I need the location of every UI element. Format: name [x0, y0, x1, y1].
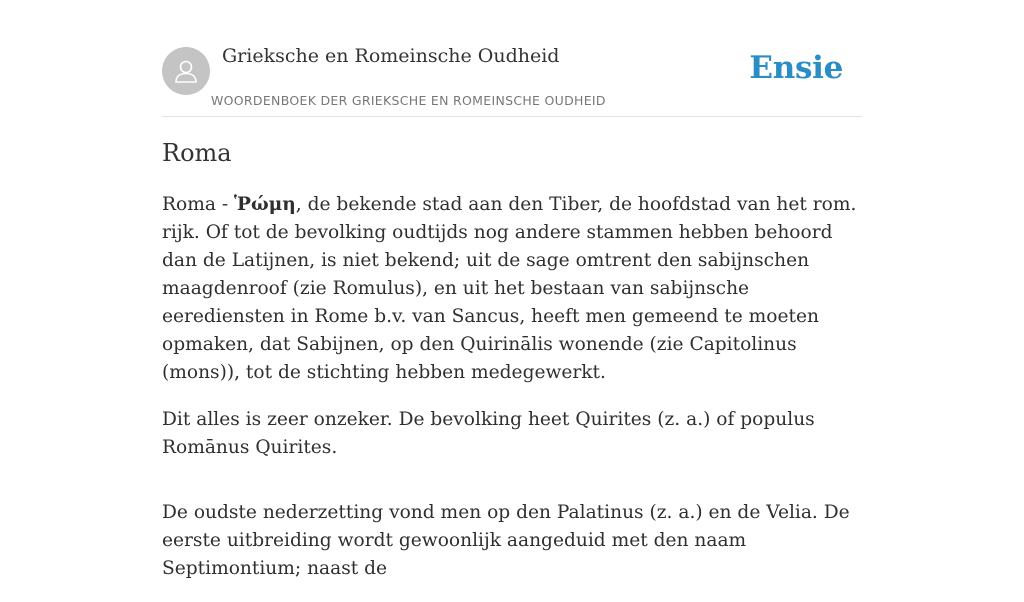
- entry-lead: Roma -: [162, 194, 235, 215]
- entry-body: [162, 191, 862, 602]
- source-header: [162, 0, 862, 117]
- paragraph-3: De oudste nederzetting vond men op den Palatinus (z. a.) en de Velia. De eerste uitbreiding wordt gewoonlijk aangeduid met den naam Septimontium; naast de: [162, 502, 850, 579]
- user-avatar-icon[interactable]: [162, 47, 210, 95]
- page-container: [162, 0, 862, 579]
- source-title-link[interactable]: Grieksche en Romeinsche Oudheid: [222, 45, 560, 67]
- source-subtitle: WOORDENBOEK DER GRIEKSCHE EN ROMEINSCHE OUDHEID: [211, 93, 606, 108]
- paragraph-2: Dit alles is zeer onzeker. De bevolking heet Quirites (z. a.) of populus Romānus Quirites.: [162, 409, 815, 458]
- paragraph-1-text: , de bekende stad aan den Tiber, de hoofdstad van het rom. rijk. Of tot de bevolking oudtijds nog andere stammen hebben behoord dan de Latijnen, is niet bekend; uit de sage omtrent den sabijnschen maagdenroof (zie Romulus), en uit het bestaan van sabijnsche eerediensten in Rome b.v. van Sancus, heeft men gemeend te moeten opmaken, dat Sabijnen, op den Quirinālis wonende (zie Capitolinus (mons)), tot de stichting hebben medegewerkt.: [162, 194, 857, 383]
- greek-term: Ῥώμη: [234, 194, 296, 215]
- entry-title: Roma: [162, 139, 232, 167]
- ensie-logo[interactable]: Ensie: [749, 50, 843, 86]
- paragraph-1: [162, 191, 862, 387]
- person-outline-icon: [172, 57, 200, 85]
